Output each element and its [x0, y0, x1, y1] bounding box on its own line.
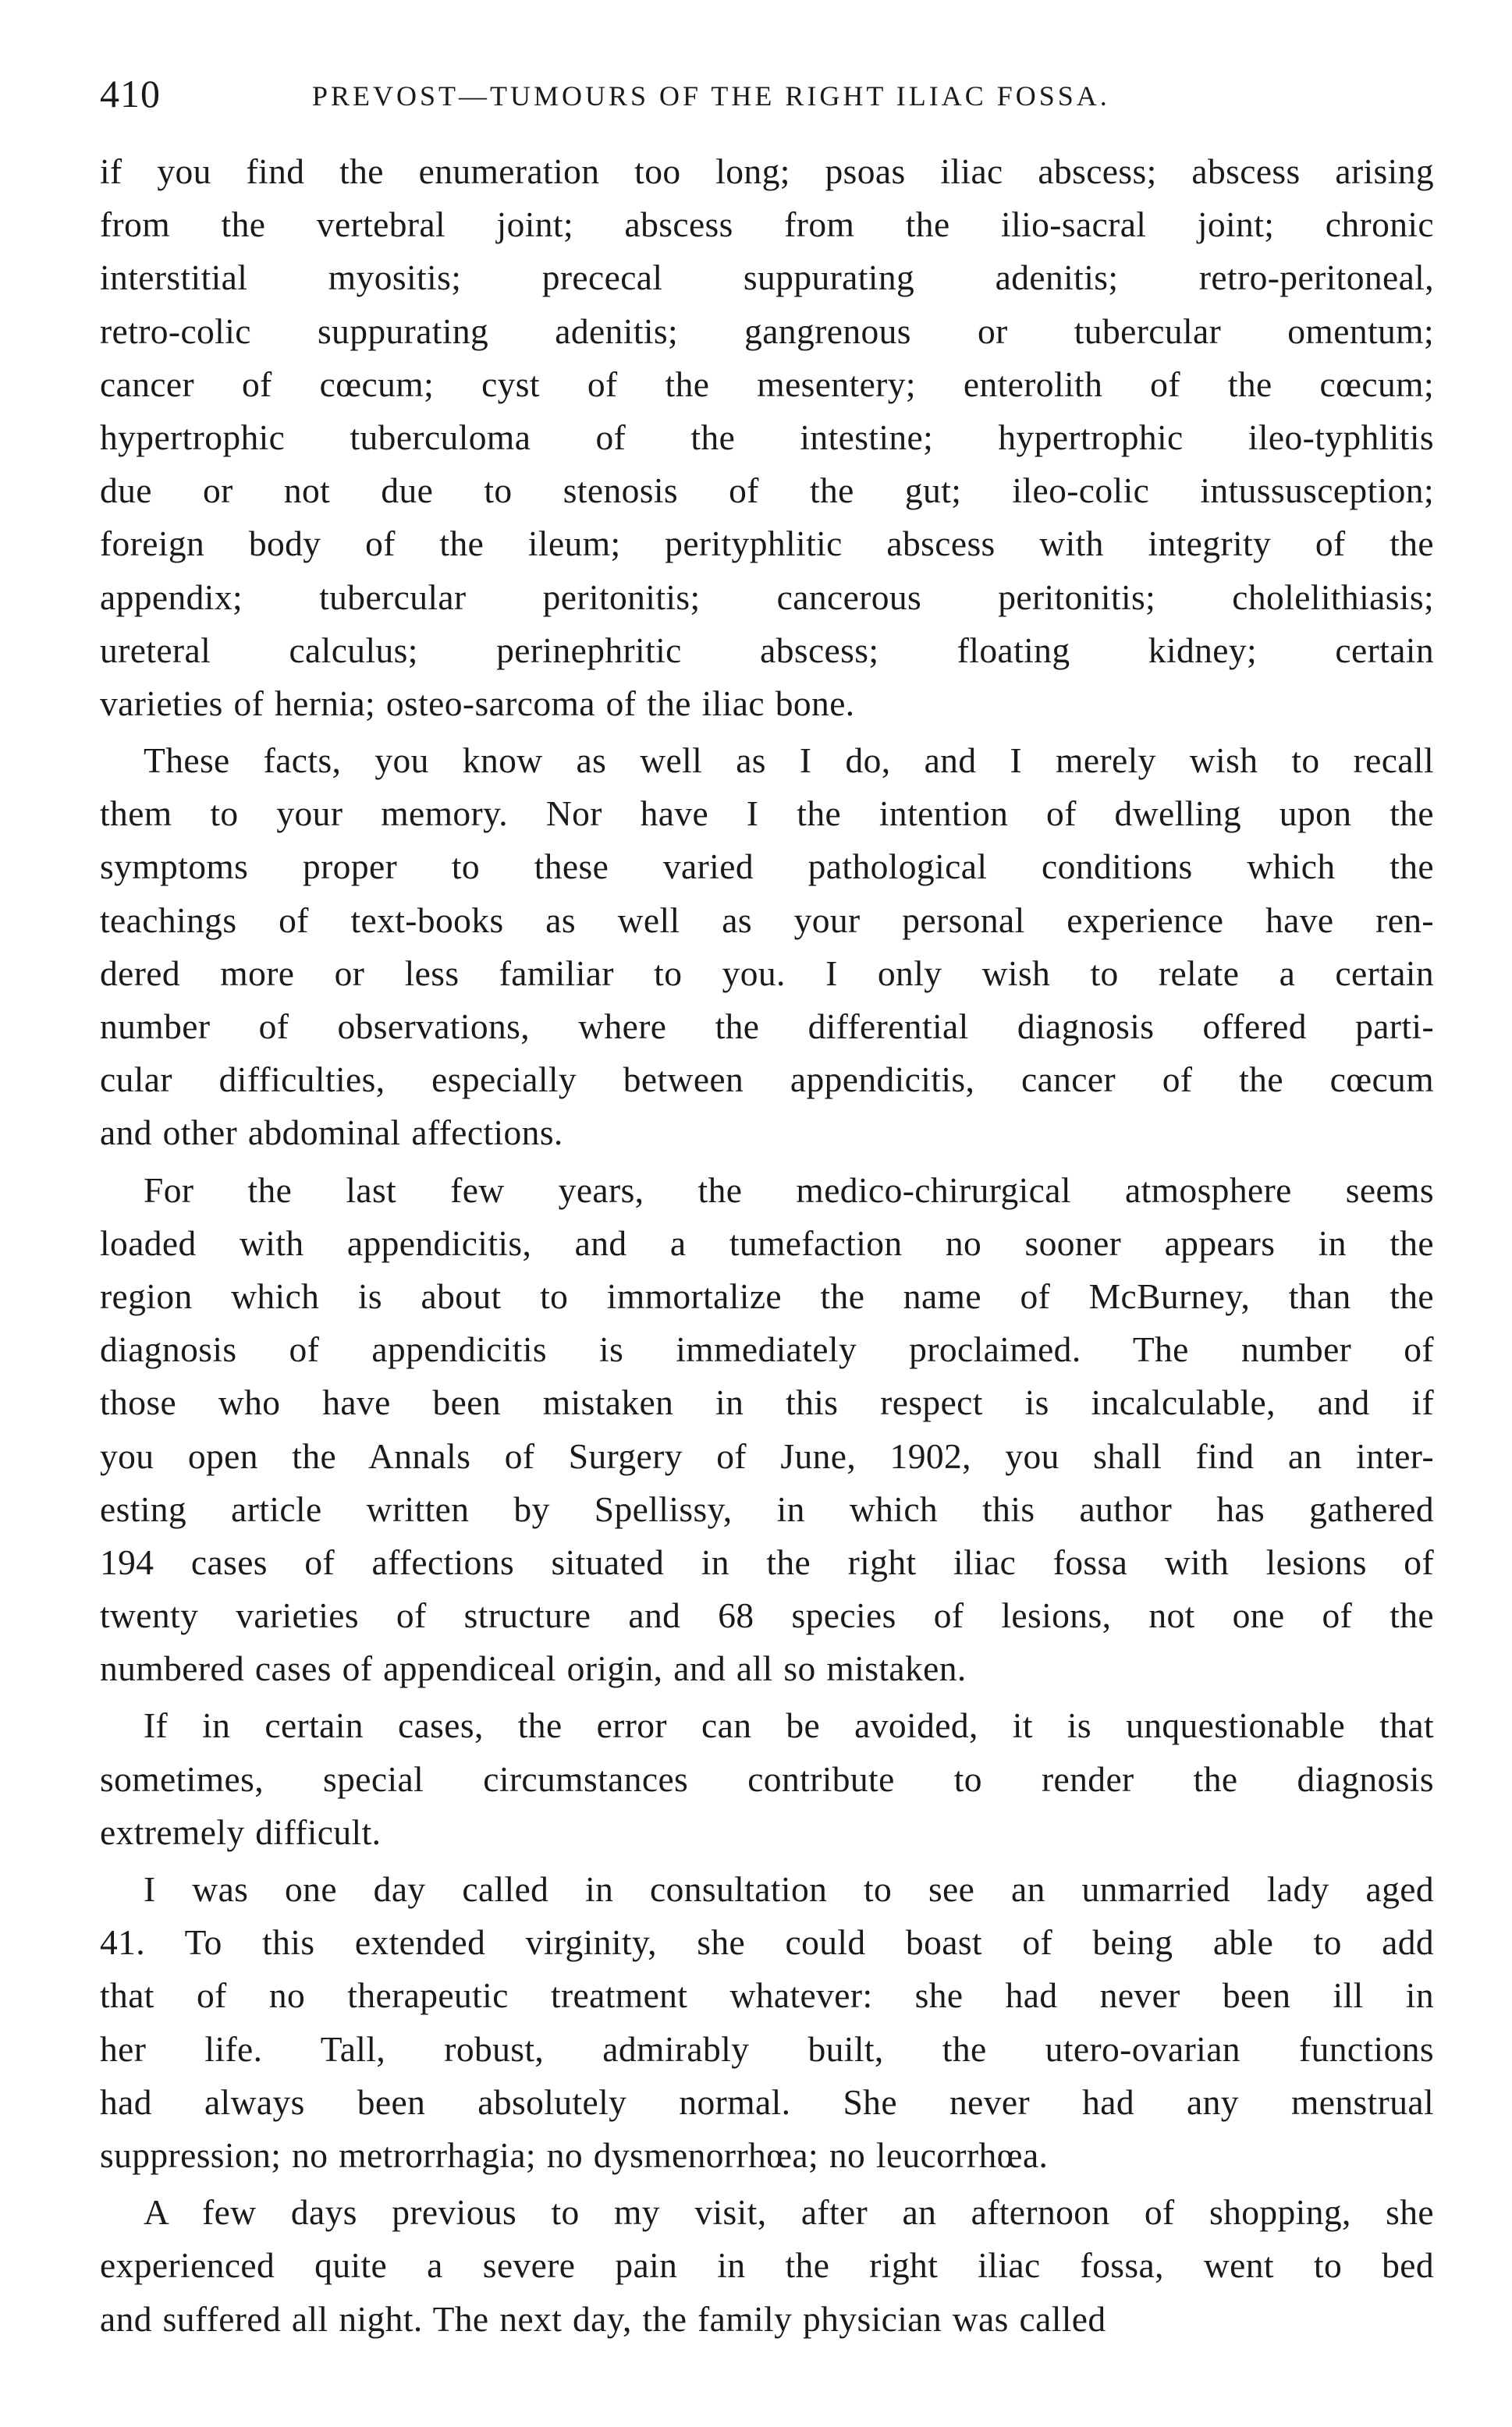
paragraph	[100, 1164, 1434, 1696]
text-line: hypertrophic tuberculoma of the intestine; hypertrophic ileo-typhlitis	[100, 417, 1434, 457]
text-line: numbered cases of appendiceal origin, and all so mistaken.	[100, 1648, 967, 1689]
text-line: those who have been mistaken in this respect is incalculable, and if	[100, 1382, 1434, 1423]
text-line: experienced quite a severe pain in the right iliac fossa, went to bed	[100, 2245, 1434, 2286]
text-line: due or not due to stenosis of the gut; ileo-colic intussusception;	[100, 470, 1434, 511]
book-page	[100, 72, 1434, 2350]
text-line: and other abdominal affections.	[100, 1112, 563, 1153]
text-line: ureteral calculus; perinephritic abscess; floating kidney; certain	[100, 630, 1434, 670]
paragraph	[100, 1699, 1434, 1859]
text-line: These facts, you know as well as I do, and I merely wish to recall	[144, 740, 1434, 781]
text-line: retro-colic suppurating adenitis; gangrenous or tubercular omentum;	[100, 310, 1434, 351]
text-line: A few days previous to my visit, after an afternoon of shopping, she	[144, 2192, 1434, 2233]
text-line: number of observations, where the differential diagnosis offered parti-	[100, 1006, 1434, 1046]
text-line: 41. To this extended virginity, she could boast of being able to add	[100, 1922, 1434, 1963]
text-line: her life. Tall, robust, admirably built, the utero-ovarian functions	[100, 2028, 1434, 2069]
text-line: dered more or less familiar to you. I only wish to relate a certain	[100, 953, 1434, 993]
text-line: you open the Annals of Surgery of June, 1902, you shall find an inter-	[100, 1435, 1434, 1476]
text-line: that of no therapeutic treatment whatever: she had never been ill in	[100, 1975, 1434, 2016]
paragraph	[100, 734, 1434, 1160]
text-line: diagnosis of appendicitis is immediately proclaimed. The number of	[100, 1329, 1434, 1370]
text-line: cancer of cœcum; cyst of the mesentery; enterolith of the cœcum;	[100, 364, 1434, 404]
running-head	[100, 72, 1434, 134]
text-line: If in certain cases, the error can be avoided, it is unquestionable that	[144, 1705, 1434, 1746]
text-line: suppression; no metrorrhagia; no dysmenorrhœa; no leucorrhœa.	[100, 2134, 1049, 2175]
text-line: sometimes, special circumstances contribute to render the diagnosis	[100, 1758, 1434, 1799]
text-line: them to your memory. Nor have I the intention of dwelling upon the	[100, 793, 1434, 834]
text-line: appendix; tubercular peritonitis; cancerous peritonitis; cholelithiasis;	[100, 577, 1434, 617]
text-line: extremely difficult.	[100, 1811, 382, 1852]
text-line: teachings of text-books as well as your personal experience have ren-	[100, 899, 1434, 940]
running-title: PREVOST—TUMOURS OF THE RIGHT ILIAC FOSSA.	[312, 80, 1110, 112]
text-line: interstitial myositis; prececal suppurating adenitis; retro-peritoneal,	[100, 257, 1434, 298]
paragraph	[100, 2186, 1434, 2346]
paragraph	[100, 145, 1434, 730]
text-line: had always been absolutely normal. She never had any menstrual	[100, 2081, 1434, 2122]
text-line: For the last few years, the medico-chirurgical atmosphere seems	[144, 1169, 1434, 1210]
text-line: region which is about to immortalize the name of McBurney, than the	[100, 1276, 1434, 1316]
text-line: foreign body of the ileum; perityphlitic abscess with integrity of the	[100, 523, 1434, 564]
page-number: 410	[100, 72, 161, 115]
paragraph	[100, 1863, 1434, 2182]
text-line: if you find the enumeration too long; psoas iliac abscess; abscess arising	[100, 151, 1434, 191]
text-line: loaded with appendicitis, and a tumefaction no sooner appears in the	[100, 1222, 1434, 1263]
text-line: twenty varieties of structure and 68 species of lesions, not one of the	[100, 1595, 1434, 1636]
text-line: varieties of hernia; osteo-sarcoma of the iliac bone.	[100, 683, 855, 723]
text-line: 194 cases of affections situated in the right iliac fossa with lesions of	[100, 1542, 1434, 1582]
text-line: symptoms proper to these varied pathological conditions which the	[100, 846, 1434, 887]
body-text	[100, 145, 1434, 2346]
text-line: I was one day called in consultation to see an unmarried lady aged	[144, 1869, 1434, 1909]
text-line: esting article written by Spellissy, in which this author has gathered	[100, 1488, 1434, 1529]
text-line: from the vertebral joint; abscess from the ilio-sacral joint; chronic	[100, 204, 1434, 245]
text-line: cular difficulties, especially between appendicitis, cancer of the cœcum	[100, 1059, 1434, 1100]
text-line: and suffered all night. The next day, the family physician was called	[100, 2298, 1106, 2339]
